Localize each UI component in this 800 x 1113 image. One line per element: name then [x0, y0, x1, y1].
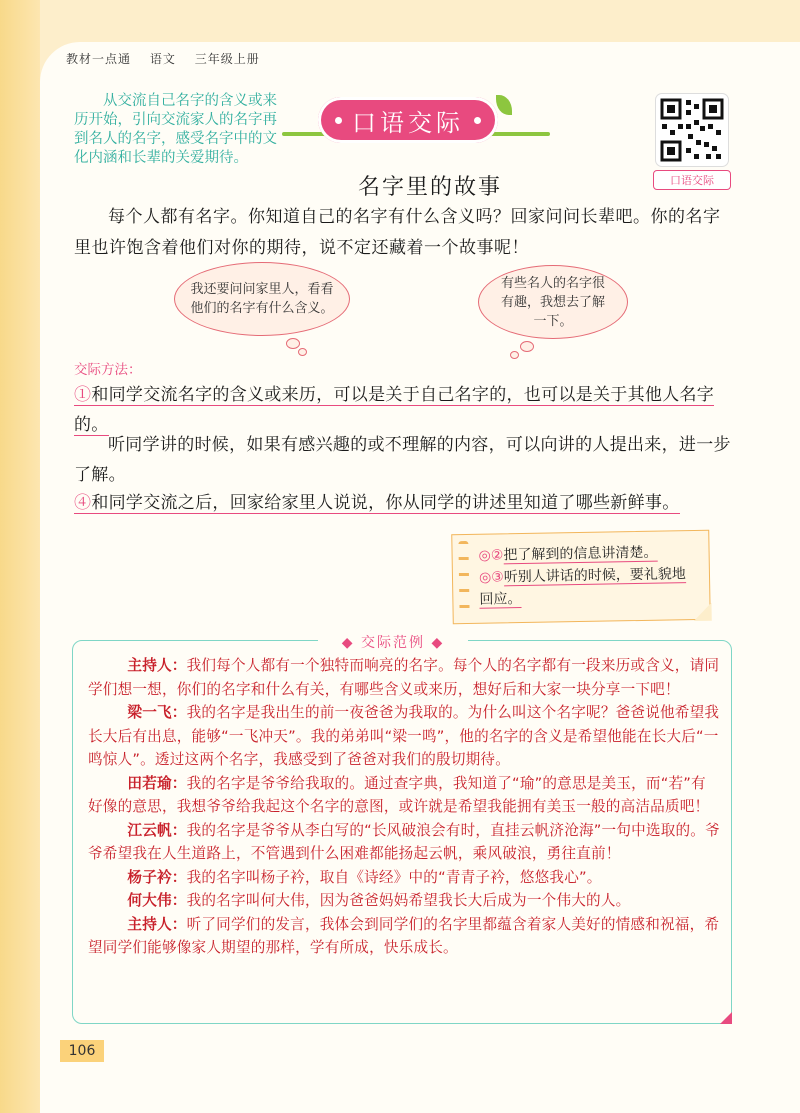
- lesson-body-text: 每个人都有名字。你知道自己的名字有什么含义吗？回家问问长辈吧。你的名字里也许饱含着他们对你的期待，说不定还藏着一个故事呢！: [74, 207, 721, 258]
- dialog-speaker: 梁一飞：: [127, 704, 187, 721]
- page-title: 名字里的故事: [357, 175, 502, 200]
- dialog-line: [88, 889, 720, 913]
- dialog-speaker: 杨子衿：: [127, 868, 187, 886]
- bubble-puff-icon: [510, 351, 519, 359]
- tip-text: 和同学交流之后，回家给家里人说说，你从同学的讲述里知道了哪些新鲜事。: [91, 493, 680, 513]
- example-dialog: [88, 654, 720, 960]
- dialog-text: 我的名字叫杨子衿，取自《诗经》中的“青青子衿，悠悠我心”。: [186, 868, 602, 886]
- dialog-speaker: 主持人：: [127, 915, 187, 933]
- dialog-speaker: 江云帆：: [127, 821, 187, 839]
- thought-bubble-1: [174, 262, 350, 336]
- subject-name: 语文: [149, 52, 176, 66]
- dialog-text: 我的名字是爷爷给我取的。通过查字典，我知道了“瑜”的意思是美玉，而“若”有好像的意思，我想爷爷给我起这个名字的意图，或许就是希望我能拥有美玉一般的高洁品质吧！: [88, 774, 710, 815]
- bubble-puff-icon: [520, 341, 534, 352]
- tip-2: 听同学讲的时候，如果有感兴趣的或不理解的内容，可以向讲的人提出来，进一步了解。: [74, 435, 731, 485]
- dialog-speaker: 田若瑜：: [127, 774, 187, 792]
- note-rings-icon: [458, 541, 469, 617]
- banner-dot-icon: [474, 117, 481, 124]
- example-title: ◆ 交际范例 ◆: [318, 632, 468, 652]
- dialog-line: [88, 701, 720, 772]
- note-item-2: [479, 563, 700, 611]
- dialog-line: [88, 654, 720, 701]
- dialog-text: 我的名字是爷爷从李白写的“长风破浪会有时，直挂云帆济沧海”一句中选取的。爷爷希望我在人生道路上，不管遇到什么困难都能扬起云帆，乘风破浪，勇往直前！: [88, 821, 720, 862]
- banner-label: 口语交际: [352, 108, 464, 137]
- bubble-puff-icon: [286, 338, 300, 349]
- dialog-line: [88, 866, 720, 890]
- dialog-line: [88, 913, 720, 960]
- bubble-puff-icon: [298, 348, 307, 356]
- thought-bubble-text: 有些名人的名字很有趣，我想去了解一下。: [500, 275, 605, 329]
- qr-code-label: 口语交际: [653, 170, 731, 190]
- thought-bubble-2: [478, 265, 628, 339]
- sticky-note: [451, 530, 711, 624]
- dialog-line: [88, 772, 720, 819]
- tip-3: [74, 488, 734, 518]
- qr-code-icon[interactable]: [656, 94, 728, 166]
- tip-number: ①: [74, 385, 92, 405]
- dialog-speaker: 主持人：: [127, 657, 187, 674]
- dialog-text: 听了同学们的发言，我体会到同学们的名字里都蕴含着家人美好的情感和祝福，希望同学们能够像家人期望的那样，学有所成，快乐成长。: [88, 915, 720, 956]
- thought-bubble-text: 我还要问问家里人，看看他们的名字有什么含义。: [190, 282, 334, 316]
- qr-code-graphic: [656, 94, 728, 166]
- dialog-line: [88, 819, 720, 866]
- section-banner: [318, 97, 498, 143]
- book-name: 教材一点通: [66, 52, 132, 66]
- example-corner-mark: [720, 1012, 732, 1024]
- dialog-text: 我们每个人都有一个独特而响亮的名字。每个人的名字都有一段来历或含义，请同学们想一想，你们的名字和什么有关，有哪些含义或来历，想好后和大家一块分享一下吧！: [88, 657, 720, 698]
- dialog-speaker: 何大伟：: [127, 892, 187, 909]
- example-title-text: 交际范例: [361, 635, 425, 651]
- note-number: ◎③: [478, 569, 504, 586]
- note-number: ◎②: [478, 547, 504, 564]
- note-fold-corner: [693, 603, 711, 621]
- dialog-text: 我的名字叫何大伟，因为爸爸妈妈希望我长大后成为一个伟大的人。: [186, 892, 631, 909]
- book-spine: [0, 0, 40, 1113]
- note-text: 把了解到的信息讲清楚。: [503, 544, 658, 564]
- banner-dot-icon: [335, 117, 342, 124]
- running-header: [66, 50, 274, 67]
- note-text: 听别人讲话的时候，要礼貌地回应。: [479, 566, 686, 608]
- dialog-text: 我的名字是我出生的前一夜爸爸为我取的。为什么叫这个名字呢？爸爸说他希望我长大后有出息，能够“一飞冲天”。我的弟弟叫“梁一鸣”，他的名字的含义是希望他能在长大后“一鸣惊人”。透过这两个名字，我感受到了爸爸对我们的殷切期待。: [88, 704, 720, 768]
- lesson-intro: 从交流自己名字的含义或来历开始，引向交流家人的名字再到名人的名字，感受名字中的文化内涵和长辈的关爱期待。: [74, 93, 277, 166]
- tip-text: 和同学交流名字的含义或来历，可以是关于自己名字的，也可以是关于其他人名字的。: [74, 385, 715, 435]
- method-label: 交际方法：: [74, 362, 142, 378]
- tip-number: ④: [74, 493, 92, 513]
- page-number: 106: [60, 1040, 104, 1062]
- grade-name: 三年级上册: [194, 52, 260, 66]
